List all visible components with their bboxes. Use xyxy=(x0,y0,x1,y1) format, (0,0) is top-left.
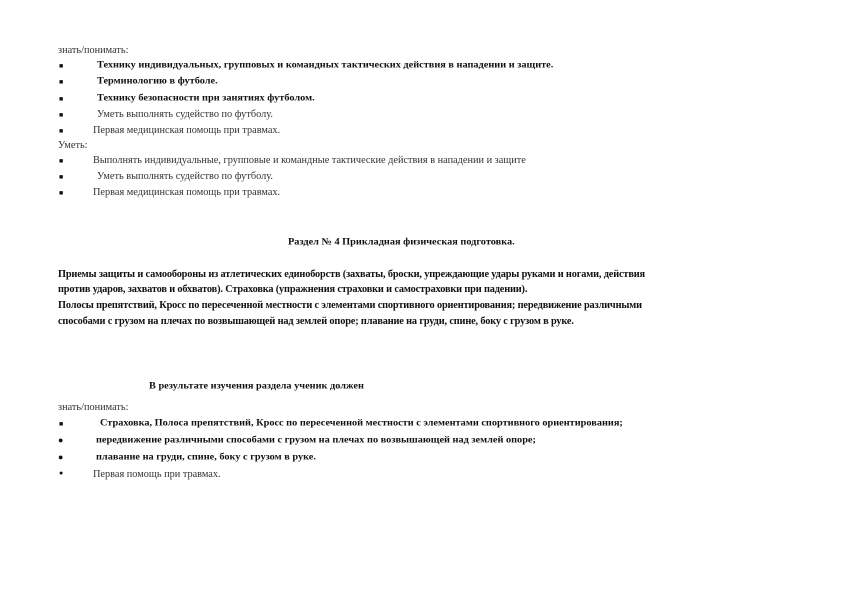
know-item: Терминологию в футболе. xyxy=(97,76,218,87)
know-heading: знать/понимать: xyxy=(58,45,129,56)
know-item: Технику безопасности при занятиях футболом. xyxy=(97,93,315,104)
square-bullet-icon: ■ xyxy=(59,95,64,103)
know-heading: знать/понимать: xyxy=(58,402,129,413)
know-item: плавание на груди, спине, боку с грузом в руке. xyxy=(96,452,316,463)
know-item: Технику индивидуальных, групповых и командных тактических действия в нападении и защите. xyxy=(97,60,554,71)
know-item: Уметь выполнять судейство по футболу. xyxy=(97,109,273,120)
square-bullet-icon: ■ xyxy=(59,78,64,86)
section-paragraph-line: Приемы защиты и самообороны из атлетических единоборств (захваты, броски, упреждающие удары руками и ногами, действия xyxy=(58,269,645,280)
square-bullet-icon: ■ xyxy=(59,111,64,119)
section-paragraph-line: против ударов, захватов и обхватов). Страховка (упражнения страховки и самостраховки при падении). xyxy=(58,284,528,295)
square-bullet-icon: ■ xyxy=(59,62,64,70)
round-bullet-icon: ● xyxy=(59,469,64,477)
square-bullet-icon: ■ xyxy=(59,157,64,165)
can-item: Первая медицинская помощь при травмах. xyxy=(93,187,281,198)
section-title: Раздел № 4 Прикладная физическая подготовка. xyxy=(288,237,515,248)
can-heading: Уметь: xyxy=(58,140,88,151)
know-item: Первая помощь при травмах. xyxy=(93,469,221,480)
know-item: Первая медицинская помощь при травмах. xyxy=(93,125,281,136)
square-bullet-icon: ■ xyxy=(59,189,64,197)
know-item: передвижение различными способами с грузом на плечах по возвышающей над землей опоре; xyxy=(96,435,536,446)
can-item: Выполнять индивидуальные, групповые и командные тактические действия в нападении и защите xyxy=(93,155,526,166)
square-bullet-icon: ■ xyxy=(59,420,64,428)
can-item: Уметь выполнять судейство по футболу. xyxy=(97,171,273,182)
section-paragraph-line: способами с грузом на плечах по возвышающей над землей опоре; плавание на груди, спине, боку с грузом в руке. xyxy=(58,316,574,327)
round-bullet-icon: ● xyxy=(58,435,64,445)
section-paragraph-line: Полосы препятствий, Кросс по пересеченной местности с элементами спортивного ориентирования; передвижение различными xyxy=(58,300,642,311)
round-bullet-icon: ● xyxy=(58,452,64,462)
result-heading: В результате изучения раздела ученик должен xyxy=(149,381,364,392)
square-bullet-icon: ■ xyxy=(59,173,64,181)
square-bullet-icon: ■ xyxy=(59,127,64,135)
know-item: Страховка, Полоса препятствий, Кросс по пересеченной местности с элементами спортивного ориентирования; xyxy=(100,418,623,429)
